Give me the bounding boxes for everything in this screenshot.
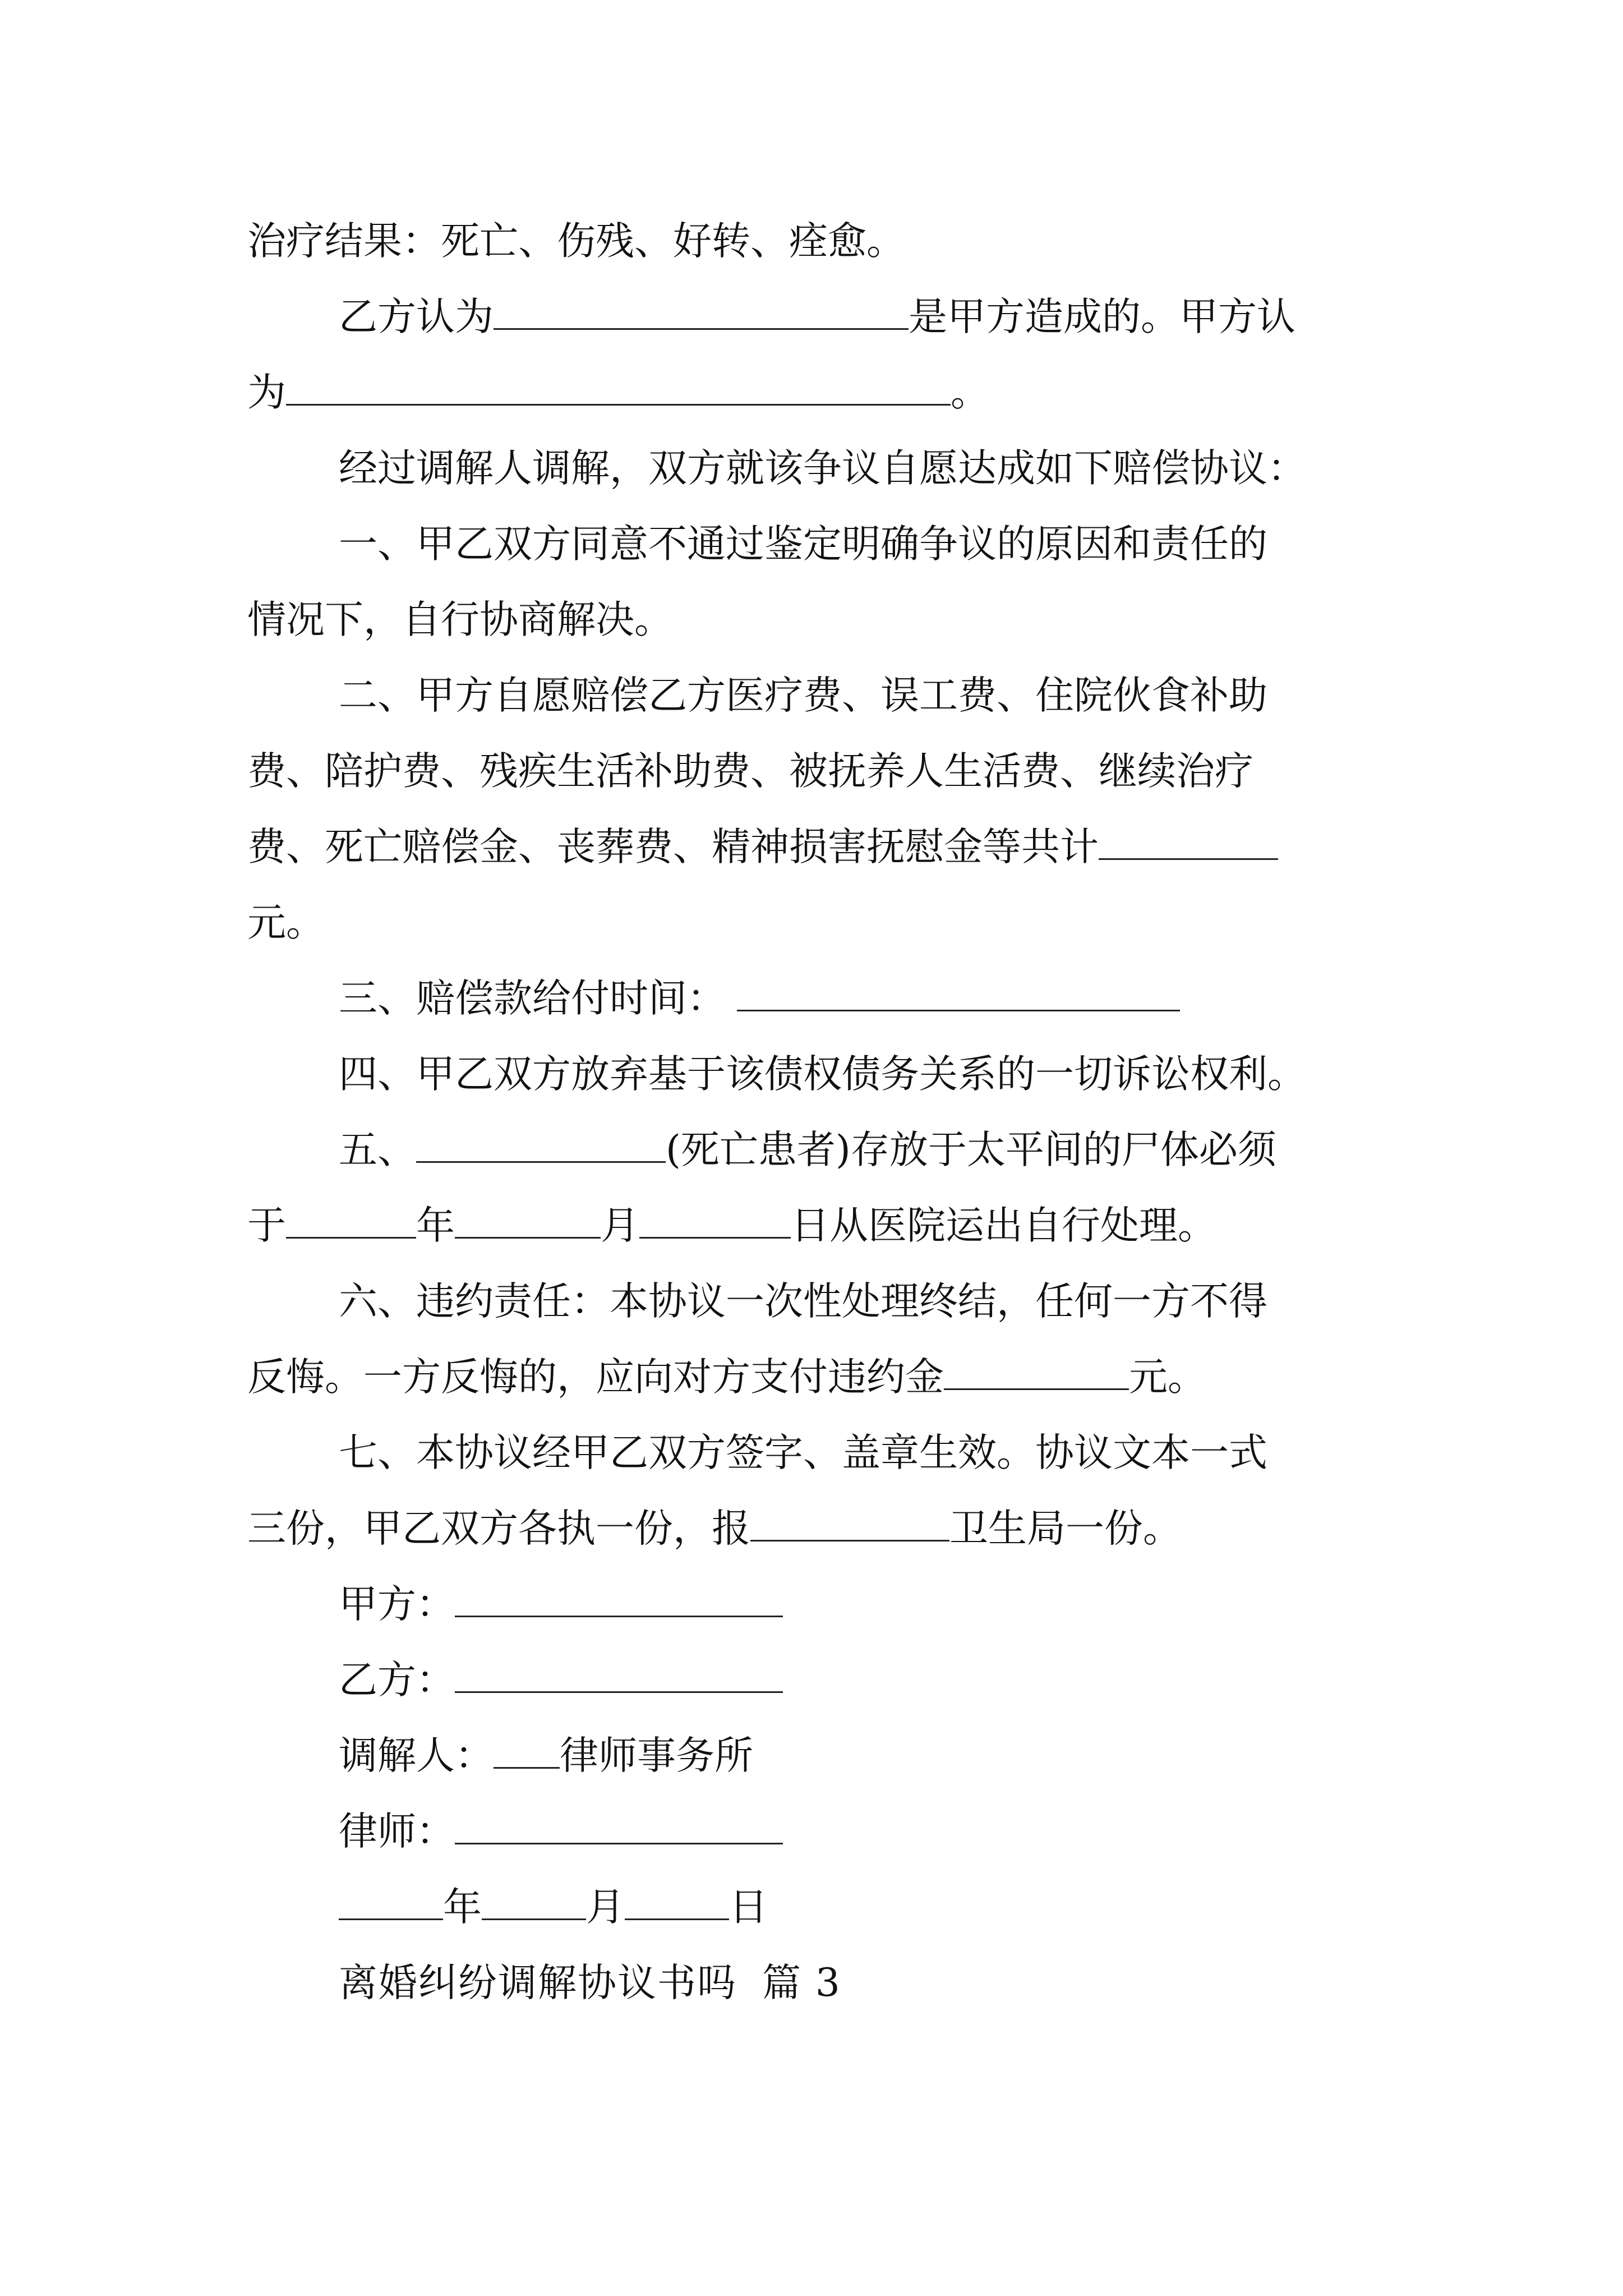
party-b-claim-line	[339, 292, 1295, 342]
clause-3-text: 三、赔偿款给付时间：	[339, 976, 726, 1021]
signing-day-blank[interactable]	[625, 1884, 729, 1920]
clause-2-line-2	[247, 746, 1253, 797]
deceased-name-blank[interactable]	[416, 1126, 666, 1163]
clause-6-line-2	[247, 1352, 1206, 1402]
party-b-claim-label: 乙方认为	[339, 295, 494, 339]
signing-month-label: 月	[586, 1885, 625, 1930]
signing-year-label: 年	[443, 1885, 482, 1930]
clause-1-continued-line	[247, 595, 673, 645]
clause-7-line	[339, 1428, 1267, 1478]
signing-day-label: 日	[729, 1885, 768, 1930]
signing-month-blank[interactable]	[482, 1884, 586, 1920]
removal-year-blank[interactable]	[286, 1202, 416, 1239]
clause-5-line	[339, 1125, 1276, 1175]
removal-month-blank[interactable]	[455, 1202, 601, 1239]
lawyer-signature-blank[interactable]	[455, 1808, 783, 1844]
clause-5-date-prefix: 于	[247, 1203, 286, 1248]
clause-7-text-2: 三份，甲乙双方各执一份，报	[247, 1506, 750, 1551]
party-b-claim-blank[interactable]	[494, 293, 909, 330]
next-section-heading	[339, 1958, 841, 2008]
clause-5-text: (死亡患者)存放于太平间的尸体必须	[666, 1128, 1276, 1172]
clause-2-line-3	[247, 822, 1278, 872]
clause-4-text: 四、甲乙双方放弃基于该债权债务关系的一切诉讼权利。	[339, 1052, 1306, 1097]
party-a-claim-label: 为	[247, 370, 286, 415]
mediation-intro-text: 经过调解人调解，双方就该争议自愿达成如下赔偿协议：	[339, 446, 1306, 491]
clause-7-line-2	[247, 1503, 1182, 1554]
signing-date-line	[339, 1882, 768, 1932]
clause-2-line	[339, 670, 1267, 721]
mediator-signature-line	[339, 1731, 753, 1781]
clause-2-text: 二、甲方自愿赔偿乙方医疗费、误工费、住院伙食补助	[339, 673, 1267, 718]
lawyer-signature-line	[339, 1806, 783, 1857]
result-line	[247, 216, 905, 266]
removal-month-label: 月	[601, 1203, 639, 1248]
clause-3-line	[339, 973, 1180, 1024]
signing-year-blank[interactable]	[339, 1884, 443, 1920]
treatment-result-text: 治疗结果：死亡、伤残、好转、痊愈。	[247, 219, 905, 264]
compensation-total-blank[interactable]	[1099, 823, 1278, 860]
clause-4-line	[339, 1049, 1306, 1099]
clause-1-continued-text: 情况下，自行协商解决。	[247, 597, 673, 642]
clause-1-text: 一、甲乙双方同意不通过鉴定明确争议的原因和责任的	[339, 522, 1267, 567]
penalty-amount-blank[interactable]	[944, 1354, 1129, 1390]
party-b-claim-tail: 是甲方造成的。甲方认	[909, 295, 1295, 339]
party-a-signature-blank[interactable]	[455, 1581, 783, 1617]
party-a-claim-line	[247, 367, 989, 418]
health-bureau-blank[interactable]	[750, 1505, 949, 1542]
mediation-intro-line	[339, 443, 1306, 494]
law-firm-name-blank[interactable]	[494, 1732, 560, 1769]
party-a-signature-line	[339, 1579, 783, 1630]
law-firm-suffix: 律师事务所	[560, 1733, 753, 1778]
party-a-claim-blank[interactable]	[286, 369, 951, 406]
clause-7-text: 七、本协议经甲乙双方签字、盖章生效。协议文本一式	[339, 1430, 1267, 1475]
clause-2-text-3: 费、死亡赔偿金、丧葬费、精神损害抚慰金等共计	[247, 825, 1099, 869]
clause-2-text-2: 费、陪护费、残疾生活补助费、被抚养人生活费、继续治疗	[247, 749, 1253, 794]
removal-day-label: 日从医院运出自行处理。	[791, 1203, 1216, 1248]
next-section-part: 篇 3	[762, 1961, 841, 2005]
party-a-claim-tail: 。	[951, 370, 989, 415]
clause-6-text-2: 反悔。一方反悔的，应向对方支付违约金	[247, 1355, 944, 1400]
clause-7-tail: 卫生局一份。	[949, 1506, 1182, 1551]
mediator-label: 调解人：	[339, 1733, 494, 1778]
clause-1-line	[339, 519, 1267, 569]
removal-day-blank[interactable]	[639, 1202, 791, 1239]
party-b-signature-line	[339, 1655, 783, 1705]
clause-5-date-line	[247, 1200, 1216, 1251]
lawyer-label: 律师：	[339, 1809, 455, 1854]
clause-5-label: 五、	[339, 1128, 416, 1172]
payment-time-blank[interactable]	[737, 975, 1180, 1011]
next-section-title: 离婚纠纷调解协议书吗	[339, 1961, 737, 2005]
party-b-label: 乙方：	[339, 1658, 455, 1703]
clause-2-text-4: 元。	[247, 900, 325, 945]
clause-6-line	[339, 1276, 1267, 1327]
party-b-signature-blank[interactable]	[455, 1657, 783, 1693]
clause-6-text: 六、违约责任：本协议一次性处理终结，任何一方不得	[339, 1279, 1267, 1324]
clause-2-line-4	[247, 898, 325, 948]
removal-year-label: 年	[416, 1203, 455, 1248]
clause-6-tail: 元。	[1129, 1355, 1206, 1400]
party-a-label: 甲方：	[339, 1582, 455, 1627]
